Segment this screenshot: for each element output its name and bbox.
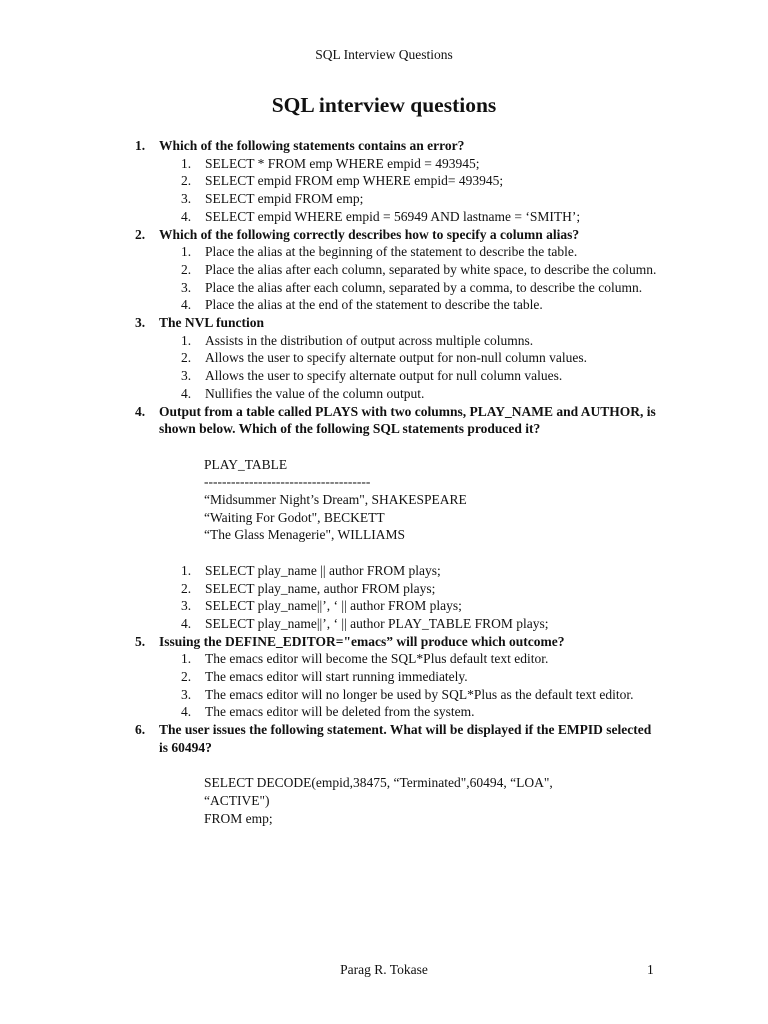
option-number: 4. (181, 297, 192, 313)
answer-option (181, 668, 660, 686)
option-text: SELECT play_name || author FROM plays; (205, 562, 441, 578)
option-text: The emacs editor will be deleted from the system. (205, 704, 475, 720)
option-text: Nullifies the value of the column output. (205, 385, 425, 401)
option-text: Place the alias at the end of the statement to describe the table. (205, 297, 543, 313)
code-line: ------------------------------------- (204, 474, 371, 490)
answer-option (181, 597, 660, 615)
option-number: 1. (181, 155, 192, 171)
option-number: 2. (181, 350, 192, 366)
option-number: 2. (181, 261, 192, 277)
option-text: SELECT empid WHERE empid = 56949 AND lastname = ‘SMITH’; (205, 208, 581, 224)
question-text: The user issues the following statement. What will be displayed if the EMPID selected is 60494? (159, 722, 652, 755)
answer-option (181, 243, 660, 261)
answer-option (181, 385, 660, 403)
footer-author: Parag R. Tokase (340, 962, 428, 977)
answer-option (181, 615, 660, 633)
question-list (135, 137, 660, 827)
question-3 (135, 314, 660, 403)
option-text: The emacs editor will no longer be used by SQL*Plus as the default text editor. (205, 686, 634, 702)
question-number: 4. (135, 403, 146, 419)
question-text: Which of the following statements contains an error? (159, 138, 465, 153)
option-number: 1. (181, 244, 192, 260)
option-number: 3. (181, 368, 192, 384)
option-number: 1. (181, 562, 192, 578)
answer-option (181, 332, 660, 350)
question-number: 3. (135, 315, 146, 331)
option-text: Assists in the distribution of output across multiple columns. (205, 332, 534, 348)
code-line: PLAY_TABLE (204, 456, 288, 472)
page-title: SQL interview questions (271, 93, 497, 117)
option-text: Allows the user to specify alternate output for null column values. (205, 368, 563, 384)
code-line: FROM emp; (204, 810, 273, 826)
answer-option (181, 686, 660, 704)
answer-option (181, 172, 660, 190)
answer-option (181, 155, 660, 173)
answer-option (181, 703, 660, 721)
code-line: “ACTIVE") (204, 792, 270, 808)
question-1 (135, 137, 660, 226)
option-text: SELECT play_name||’, ‘ || author PLAY_TABLE FROM plays; (205, 615, 549, 631)
answer-option (181, 367, 660, 385)
answer-option (181, 208, 660, 226)
answer-option (181, 261, 660, 279)
option-number: 4. (181, 615, 192, 631)
option-number: 3. (181, 686, 192, 702)
code-line: “The Glass Menagerie", WILLIAMS (204, 527, 405, 543)
option-number: 1. (181, 332, 192, 348)
running-header: SQL Interview Questions (315, 47, 453, 62)
option-text: The emacs editor will become the SQL*Plus default text editor. (205, 651, 549, 667)
option-text: Place the alias at the beginning of the statement to describe the table. (205, 244, 578, 260)
code-line: “Midsummer Night’s Dream", SHAKESPEARE (204, 492, 467, 508)
answer-option (181, 580, 660, 598)
code-line: SELECT DECODE(empid,38475, “Terminated",60494, “LOA", (204, 775, 553, 791)
option-number: 4. (181, 704, 192, 720)
answer-option (181, 279, 660, 297)
code-line: “Waiting For Godot", BECKETT (204, 509, 385, 525)
option-text: The emacs editor will start running immediately. (205, 669, 468, 685)
answer-option (181, 349, 660, 367)
option-text: SELECT play_name||’, ‘ || author FROM plays; (205, 598, 462, 614)
question-5 (135, 633, 660, 722)
option-number: 2. (181, 669, 192, 685)
question-6 (135, 721, 660, 827)
option-number: 2. (181, 173, 192, 189)
answer-option (181, 190, 660, 208)
question-number: 1. (135, 138, 146, 153)
question-number: 2. (135, 226, 146, 242)
question-text: Issuing the DEFINE_EDITOR="emacs” will produce which outcome? (159, 633, 565, 649)
option-number: 3. (181, 191, 192, 207)
answer-option (181, 562, 660, 580)
option-number: 3. (181, 279, 192, 295)
option-text: Place the alias after each column, separated by white space, to describe the column. (205, 261, 657, 277)
sql-statement-block (204, 774, 660, 827)
option-text: Place the alias after each column, separated by a comma, to describe the column. (205, 279, 643, 295)
sample-output-block (204, 456, 660, 545)
option-text: SELECT empid FROM emp WHERE empid= 493945; (205, 173, 504, 189)
option-number: 4. (181, 208, 192, 224)
option-text: SELECT empid FROM emp; (205, 191, 364, 207)
question-number: 6. (135, 722, 146, 738)
question-2 (135, 226, 660, 315)
option-text: SELECT play_name, author FROM plays; (205, 580, 436, 596)
question-text: The NVL function (159, 315, 265, 331)
answer-option (181, 650, 660, 668)
option-text: Allows the user to specify alternate output for non-null column values. (205, 350, 588, 366)
page-number: 1 (647, 962, 654, 977)
question-number: 5. (135, 633, 146, 649)
question-4 (135, 403, 660, 633)
option-number: 4. (181, 385, 192, 401)
question-text: Which of the following correctly describes how to specify a column alias? (159, 226, 580, 242)
answer-option (181, 296, 660, 314)
option-number: 3. (181, 598, 192, 614)
question-text: Output from a table called PLAYS with two columns, PLAY_NAME and AUTHOR, is shown below. Which of the following SQL statements produced it? (159, 403, 656, 437)
option-number: 2. (181, 580, 192, 596)
option-number: 1. (181, 651, 192, 667)
option-text: SELECT * FROM emp WHERE empid = 493945; (205, 155, 480, 171)
